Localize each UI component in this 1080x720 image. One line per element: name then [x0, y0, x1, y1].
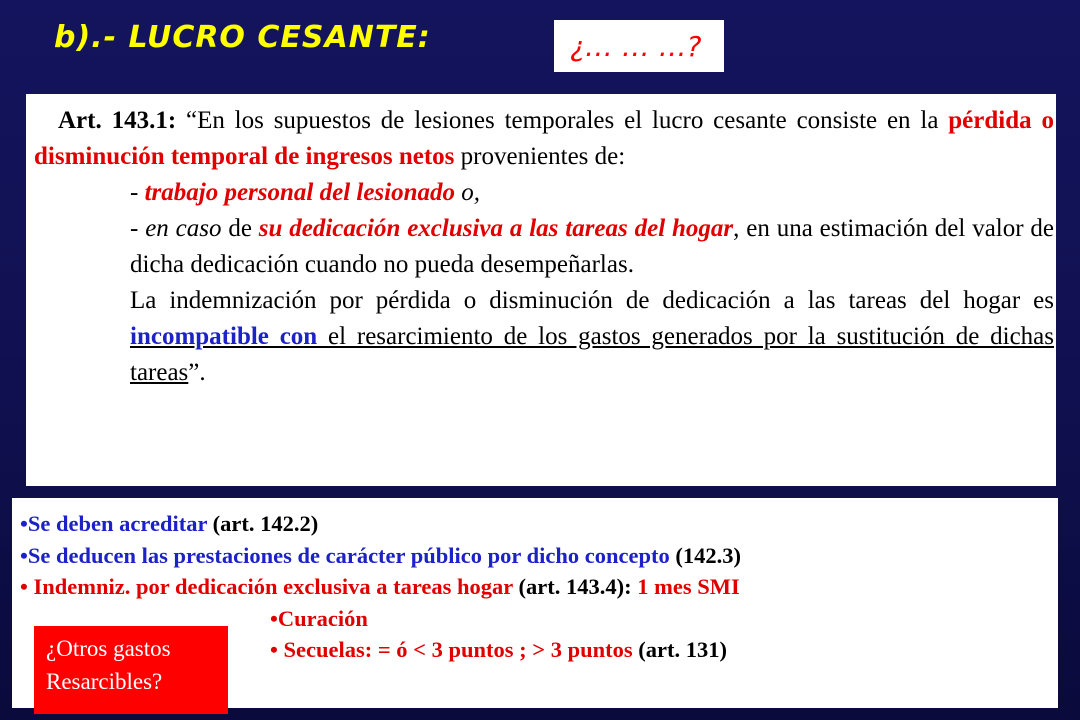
article-text: de — [221, 215, 259, 242]
bullet-text: •Curación — [270, 605, 368, 631]
article-paragraph — [130, 283, 1054, 391]
other-expenses-callout — [34, 626, 228, 714]
bullet-item — [20, 540, 1052, 572]
article-ref: Art. 143.1: — [58, 107, 177, 134]
slide-title: b).- LUCRO CESANTE: — [54, 20, 431, 55]
bullet-text: •Se deducen las prestaciones de carácter público por dicho concepto — [20, 542, 670, 568]
question-box: ¿… … …? — [554, 20, 724, 72]
article-text: La indemnización por pérdida o disminución de dedicación a las tareas del hogar es — [130, 287, 1054, 314]
bullet-text: • Secuelas: = ó < 3 puntos ; > 3 puntos — [270, 637, 633, 662]
bullet-item — [270, 603, 1052, 635]
dash: - — [130, 215, 146, 242]
bullet-item — [20, 571, 1052, 603]
article-text: el resarcimiento de los gastos generados por la sustitución de dichas tareas — [130, 323, 1054, 386]
article-text: en caso — [145, 215, 222, 242]
bullet-text: • Indemniz. por dedicación exclusiva a tareas hogar — [20, 574, 513, 599]
bullet-item — [270, 634, 1052, 666]
article-box — [26, 94, 1056, 486]
article-intro — [34, 103, 1054, 175]
article-text: provenientes de: — [454, 143, 626, 170]
callout-line: Resarcibles? — [46, 669, 163, 694]
bullet-ref: (art. 131) — [632, 637, 727, 662]
list-item — [130, 211, 1054, 283]
article-highlight: incompatible con — [130, 323, 329, 350]
article-highlight: su dedicación exclusiva a las tareas del hogar — [258, 215, 734, 242]
list-item — [130, 175, 1054, 211]
bullet-ref: (art. 143.4): — [512, 574, 638, 599]
bullet-ref: (art. 142.2) — [207, 511, 319, 536]
bullet-value: 1 mes SMI — [637, 574, 740, 599]
callout-line: ¿Otros gastos — [46, 636, 171, 661]
bullet-text: •Se deben acreditar — [20, 511, 208, 536]
bullet-ref: (142.3) — [669, 542, 741, 568]
article-highlight: trabajo personal del lesionado — [144, 179, 456, 206]
article-text: , en una estimación del valor de dicha dedicación cuando no pueda desempeñarlas. — [130, 215, 1055, 278]
dash: - — [130, 179, 145, 206]
article-highlight: pérdida o disminución temporal de ingresos netos — [34, 107, 1054, 170]
article-text: “En los supuestos de lesiones temporales el lucro cesante consiste en la — [176, 107, 949, 134]
article-text: ”. — [188, 359, 206, 386]
bullet-item — [20, 508, 1052, 540]
article-text: o, — [455, 179, 481, 206]
